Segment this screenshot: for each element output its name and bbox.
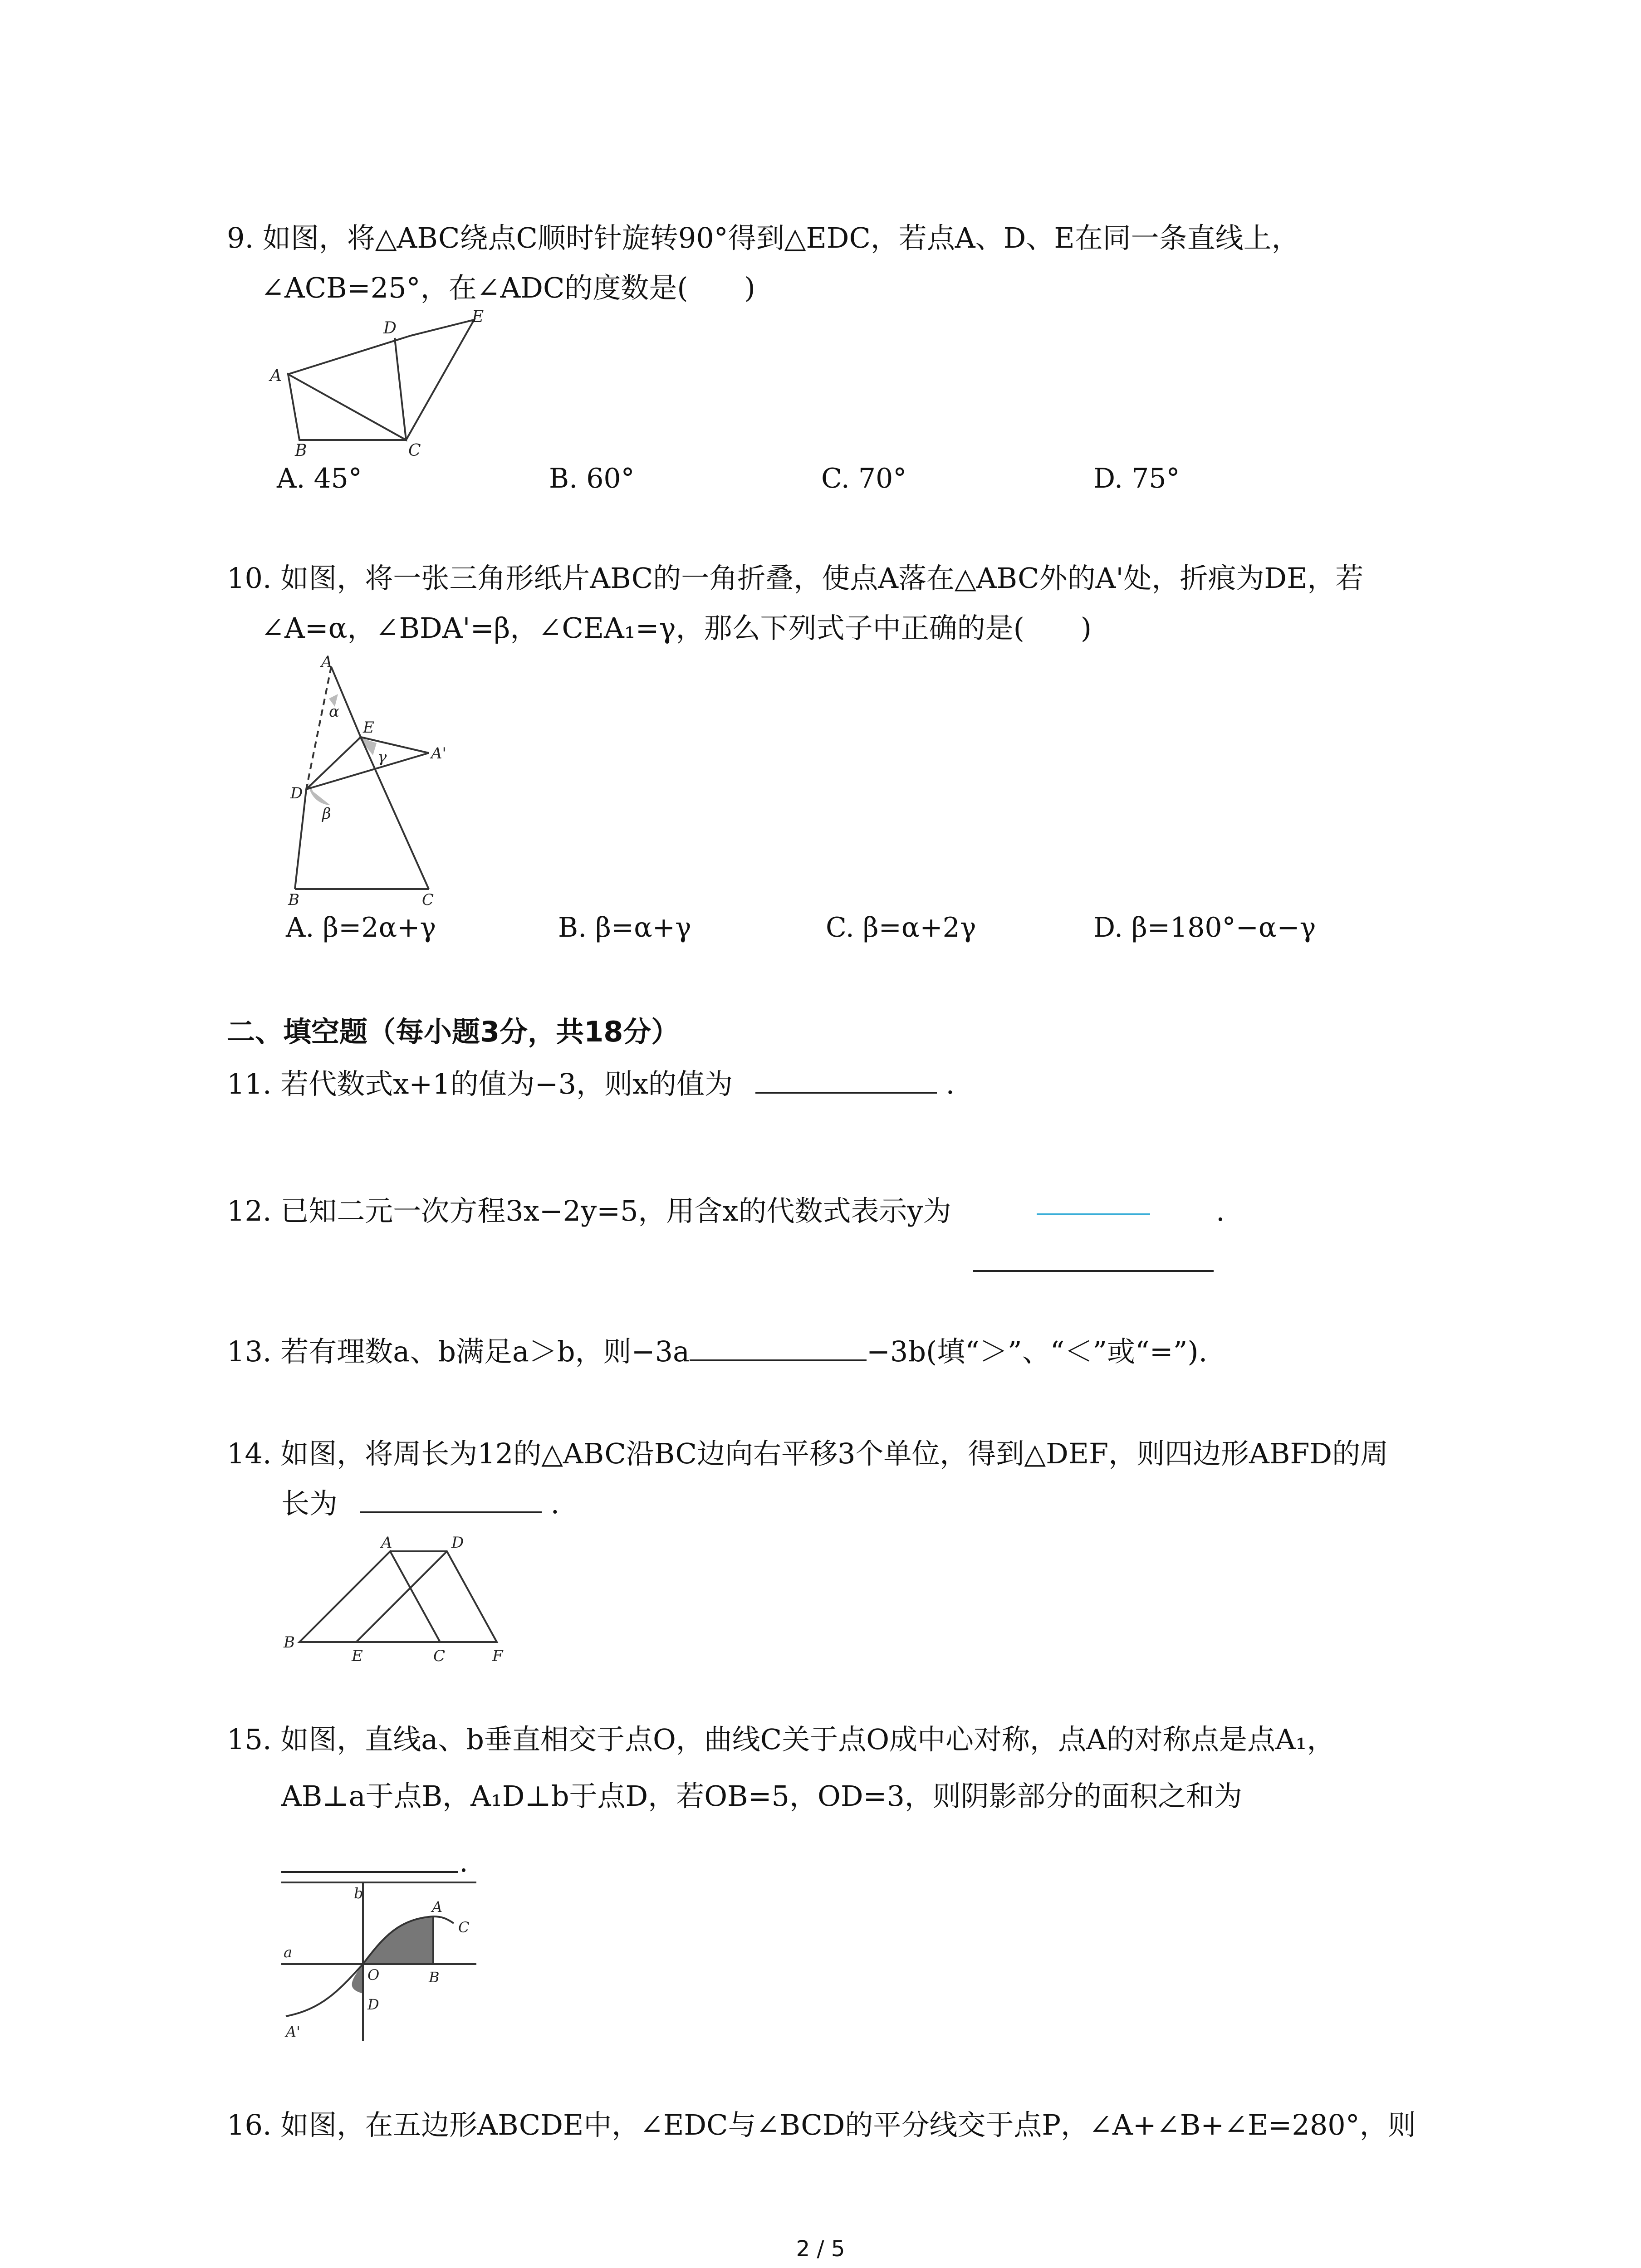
q10-label-e: E: [363, 719, 374, 737]
q15-label-c: C: [458, 1919, 470, 1936]
q15-answer-blank[interactable]: [281, 1871, 458, 1873]
q9-option-a: A. 45°: [277, 463, 362, 494]
q10-label-gamma: γ: [377, 748, 387, 766]
q14-end: .: [550, 1487, 560, 1520]
q10-figure: [272, 653, 508, 907]
q10-option-d: D. β=180°−α−γ: [1093, 912, 1316, 943]
q9-option-b: B. 60°: [549, 463, 635, 494]
q15-label-b: B: [429, 1969, 440, 1986]
q9-label-e: E: [472, 308, 484, 326]
q14-line2: [281, 1479, 559, 1529]
q15-end: .: [459, 1845, 468, 1878]
q9-line2: ∠ACB=25°，在∠ADC的度数是( ): [261, 271, 755, 304]
q12-blue-underline: [1037, 1213, 1150, 1215]
q14-label-d: D: [451, 1534, 464, 1552]
q10-label-c: C: [422, 891, 434, 907]
q9-option-c: C. 70°: [821, 463, 907, 494]
q11-text: 11. 若代数式x+1的值为−3，则x的值为: [227, 1067, 733, 1100]
q9-label-b: B: [295, 441, 307, 458]
q10-option-c: C. β=α+2γ: [826, 912, 976, 943]
q10-label-d: D: [290, 784, 303, 802]
q15-line2: AB⊥a于点B，A₁D⊥b于点D，若OB=5，OD=3，则阴影部分的面积之和为: [281, 1779, 1242, 1813]
q13-text: 13. 若有理数a、b满足a＞b，则−3a: [227, 1335, 690, 1368]
q14-label-f: F: [492, 1647, 503, 1665]
q14-label-a: A: [381, 1534, 392, 1552]
q10-option-a: A. β=2α+γ: [286, 912, 436, 943]
q15-label-o: O: [367, 1966, 380, 1984]
q10-label-b: B: [288, 891, 299, 907]
q9-label-a: A: [270, 367, 282, 385]
q9-label-c: C: [408, 441, 421, 458]
q13-answer-blank[interactable]: [690, 1355, 867, 1361]
q12-end: .: [1216, 1194, 1225, 1227]
q9-figure: [263, 308, 499, 458]
q9-label-d: D: [383, 319, 397, 337]
page-number: 2 / 5: [796, 2236, 845, 2262]
q14-label-c: C: [433, 1647, 446, 1665]
q9-option-d: D. 75°: [1093, 463, 1180, 494]
q9-line1: 9. 如图，将△ABC绕点C顺时针旋转90°得到△EDC，若点A、D、E在同一条直线上，: [227, 221, 1300, 254]
section-title: 二、填空题（每小题3分，共18分）: [227, 1015, 680, 1048]
q15-label-d: D: [367, 1996, 379, 2013]
q11: [227, 1059, 955, 1109]
q14-label-e: E: [352, 1647, 363, 1665]
q12-text: 12. 已知二元一次方程3x−2y=5，用含x的代数式表示y为: [227, 1194, 951, 1227]
q12-answer-blank[interactable]: [973, 1270, 1214, 1272]
q14-figure: [277, 1529, 513, 1665]
q14-line1: 14. 如图，将周长为12的△ABC沿BC边向右平移3个单位，得到△DEF，则四边形ABFD的周: [227, 1437, 1389, 1470]
q15-label-a: A: [432, 1898, 443, 1916]
q13-after: −3b(填“＞”、“＜”或“=”).: [866, 1335, 1208, 1368]
q10-label-beta: β: [322, 805, 331, 823]
q10-label-alpha: α: [329, 703, 339, 721]
q14-label-b: B: [284, 1633, 295, 1652]
q10-line2: ∠A=α，∠BDA'=β，∠CEA₁=γ，那么下列式子中正确的是( ): [261, 611, 1092, 645]
q10-label-a: A: [321, 653, 333, 671]
q14-text: 长为: [281, 1487, 338, 1520]
q14-answer-blank[interactable]: [360, 1507, 542, 1513]
q13: [227, 1327, 1207, 1377]
q10-label-a-prime: A': [431, 744, 446, 763]
q10-option-b: B. β=α+γ: [558, 912, 691, 943]
q16-line1: 16. 如图，在五边形ABCDE中，∠EDC与∠BCD的平分线交于点P，∠A+∠B+∠E=280°，则: [227, 2108, 1416, 2141]
q11-answer-blank[interactable]: [755, 1087, 937, 1094]
q15-figure: [272, 1873, 508, 2046]
q11-end: .: [945, 1067, 955, 1100]
q15-label-a-prime: A': [286, 2023, 300, 2040]
q15-label-a-axis: a: [284, 1944, 293, 1961]
q10-line1: 10. 如图，将一张三角形纸片ABC的一角折叠，使点A落在△ABC外的A'处，折痕为DE，若: [227, 562, 1364, 595]
q15-line1: 15. 如图，直线a、b垂直相交于点O，曲线C关于点O成中心对称，点A的对称点是点A₁，: [227, 1723, 1335, 1756]
q15-label-b-axis: b: [354, 1885, 363, 1902]
